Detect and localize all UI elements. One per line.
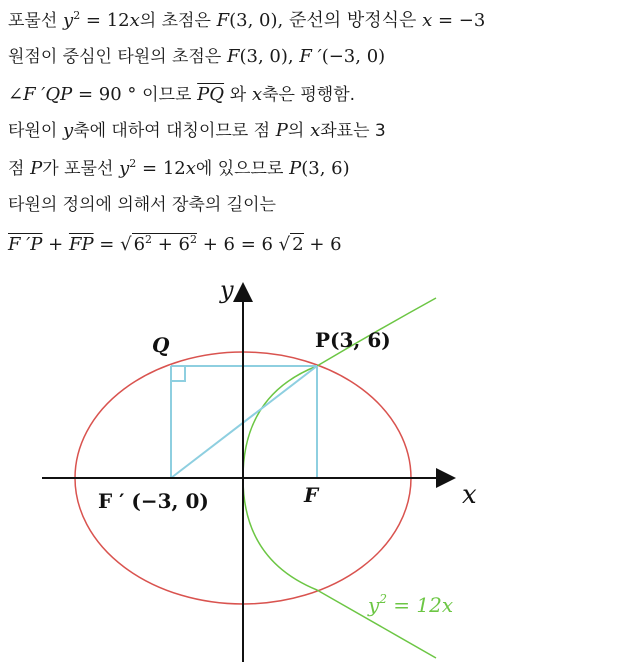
parabola-curve [243, 366, 317, 478]
math-text: (3, 6) [301, 158, 350, 179]
math-text: = −3 [432, 10, 486, 31]
math-var: y [63, 10, 74, 31]
text-segment: 타원의 정의에 의해서 장축의 길이는 [8, 195, 276, 215]
exponent: 2 [129, 157, 137, 170]
math-text: (3, 0), [239, 46, 294, 67]
text-segment: 좌표는 3 [320, 121, 386, 141]
exponent: 2 [145, 233, 153, 246]
y-axis-label: y [220, 276, 234, 304]
text-segment: 타원이 [8, 121, 58, 141]
math-var: F ′ [299, 46, 322, 67]
math-text: + 6 [303, 234, 342, 255]
segment-fpp: F ′P [8, 234, 43, 255]
math-var: x [185, 158, 196, 179]
text-segment: 원점이 중심인 타원의 초점은 [8, 47, 222, 67]
text-segment: 축에 대하여 대칭이므로 점 [73, 121, 271, 141]
text-segment: 포물선 [8, 11, 58, 31]
math-var: x [129, 10, 140, 31]
math-text: = 12 [136, 158, 186, 179]
math-var: x [251, 84, 263, 105]
text-segment: 점 [8, 159, 25, 179]
text-segment: 에 있으므로 [195, 159, 284, 179]
math-text: (−3, 0) [321, 46, 386, 67]
angle-symbol: ∠ [8, 84, 24, 105]
math-text: 6 [133, 234, 146, 255]
right-angle-mark [171, 366, 185, 381]
exponent: 2 [190, 233, 197, 246]
point-p-label: P(3, 6) [315, 328, 391, 352]
math-text: = 90 ° [72, 84, 137, 105]
point-f-label: F [304, 483, 319, 507]
math-var: x [422, 10, 433, 31]
text-segment: 의 [287, 121, 305, 141]
math-var: P [289, 158, 302, 179]
segment-pq: $\overline{PQ}$ [197, 84, 225, 105]
math-text: 2 [292, 234, 304, 255]
text-segment: 와 [229, 85, 247, 105]
exponent: 2 [73, 9, 81, 22]
math-text: = 12 [80, 10, 130, 31]
text-segment: 의 초점은 [139, 11, 211, 31]
math-var: P [275, 120, 288, 141]
x-axis-label: x [462, 480, 477, 510]
segment-fp: $\overline{FP}$ [68, 234, 94, 255]
parabola-equation-label: $y^2 = 12x$ [368, 592, 454, 617]
point-fprime-label: F ′ (−3, 0) [98, 489, 209, 513]
math-var: x [310, 120, 321, 141]
math-var: y [119, 158, 130, 179]
math-text: = √ [93, 234, 132, 255]
math-var: F [227, 46, 240, 67]
point-q-label: Q [152, 333, 170, 357]
math-var: F ′QP [23, 84, 73, 105]
math-var: P [30, 158, 43, 179]
math-var: y [63, 120, 74, 141]
text-segment: 축은 평행함. [262, 85, 356, 105]
text-segment: 가 포물선 [42, 159, 114, 179]
math-var: F [216, 10, 230, 31]
math-text: + 6 [152, 234, 190, 255]
text-segment: 이므로 [142, 85, 192, 105]
math-text: (3, 0), 준선의 방정식은 [229, 10, 417, 31]
math-text: + [42, 234, 69, 255]
math-text: + 6 = 6 √ [197, 234, 291, 255]
